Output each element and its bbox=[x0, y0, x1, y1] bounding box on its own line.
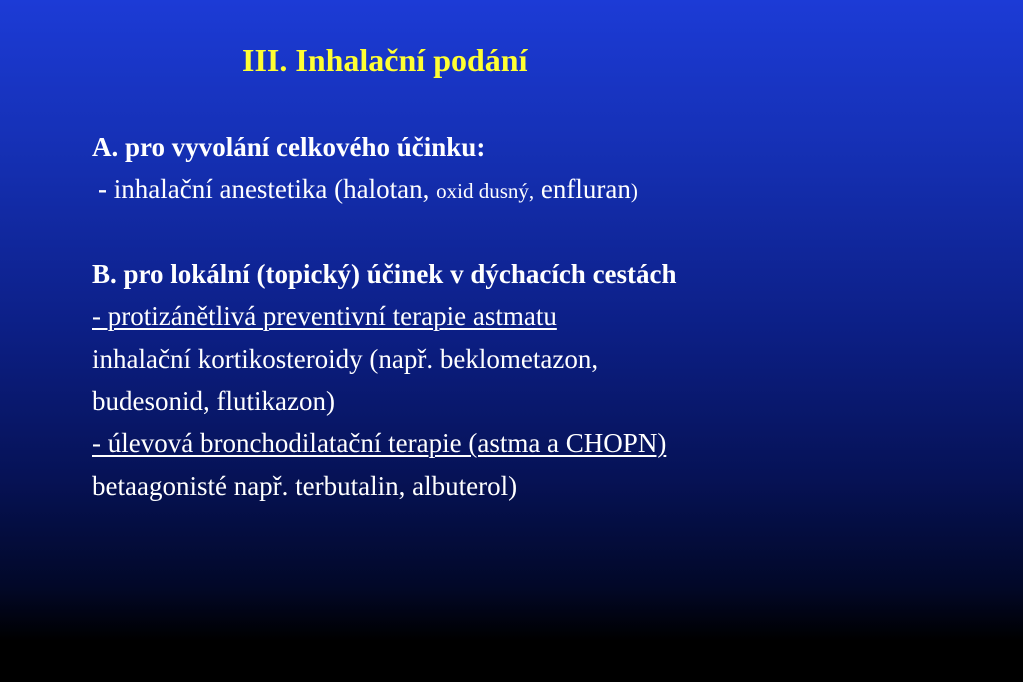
section-b-sub1-heading: - protizánětlivá preventivní terapie astmatu bbox=[92, 301, 557, 331]
section-a-item-dash: - bbox=[98, 174, 107, 204]
section-a-item-text: inhalační anestetika (halotan, bbox=[107, 174, 437, 204]
section-b-sub2-heading: - úlevová bronchodilatační terapie (astma a CHOPN) bbox=[92, 428, 667, 458]
section-b-sub2-line1: betaagonisté např. terbutalin, albuterol) bbox=[92, 471, 518, 501]
section-a-item-close-paren: ) bbox=[630, 179, 638, 203]
section-a-item-text-2: enfluran bbox=[534, 174, 631, 204]
section-b-heading: B. pro lokální (topický) účinek v dýchacích cestách bbox=[92, 259, 677, 289]
section-a-heading: A. pro vyvolání celkového účinku: bbox=[92, 132, 486, 162]
section-a-item bbox=[98, 172, 638, 208]
section-a-item-small-text: oxid dusný, bbox=[436, 179, 535, 203]
section-b-sub1-line2: budesonid, flutikazon) bbox=[92, 386, 335, 416]
slide-title: III. Inhalační podání bbox=[242, 42, 528, 78]
section-b-sub1-line1: inhalační kortikosteroidy (např. beklometazon, bbox=[92, 344, 599, 374]
